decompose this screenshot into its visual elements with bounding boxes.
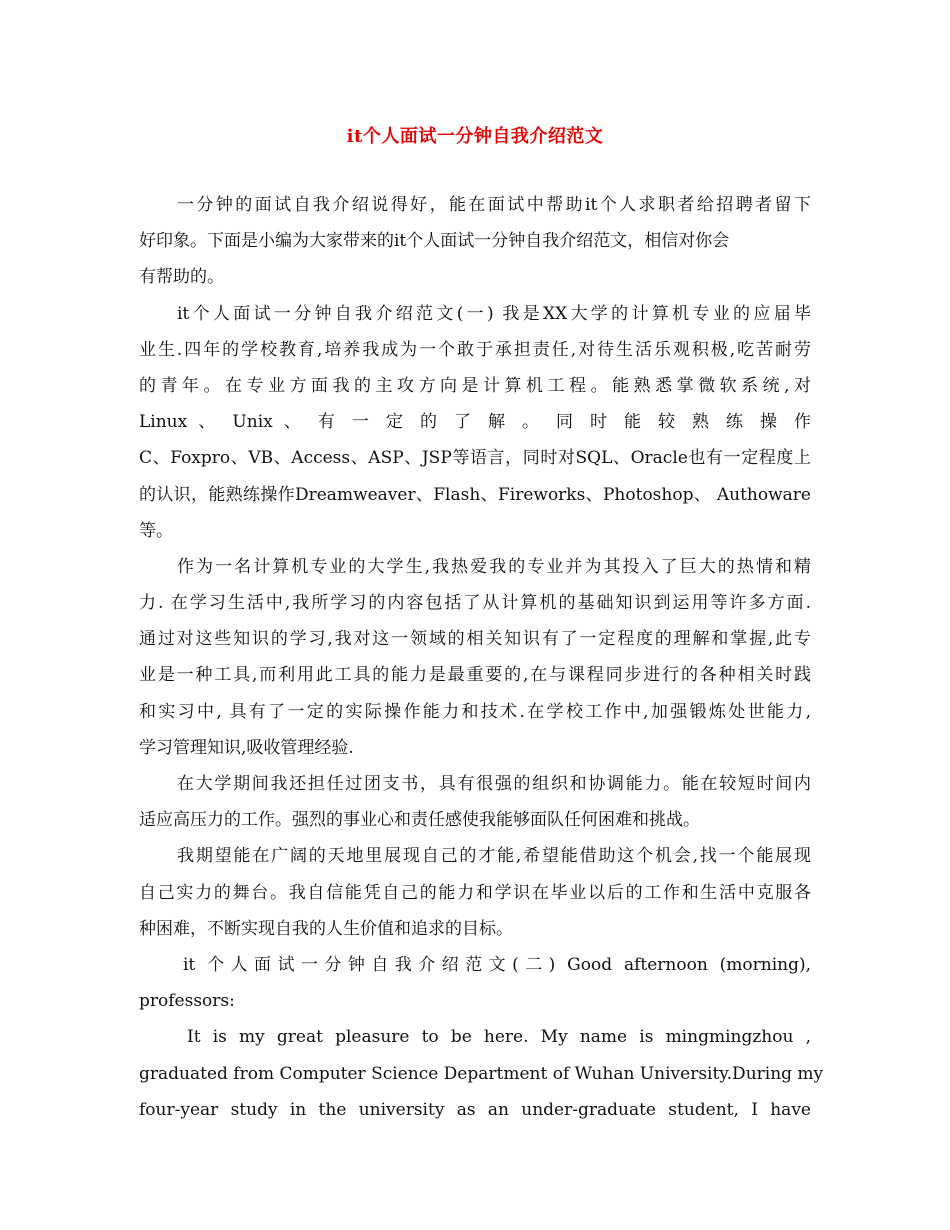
text-line: it个人面试一分钟自我介绍范文(一) 我是XX大学的计算机专业的应届毕: [177, 303, 811, 324]
text-line: 业是一种工具,而利用此工具的能力是最重要的,在与课程同步进行的各种相关时践: [139, 665, 811, 686]
text-line: 我期望能在广阔的天地里展现自己的才能,希望能借助这个机会,找一个能展现: [177, 846, 811, 867]
text-line: Linux 、 Unix 、 有 一 定 的 了 解 。 同 时 能 较 熟 练 操 作: [139, 412, 811, 433]
document-body: [139, 187, 824, 1128]
text-line: 和实习中, 具有了一定的实际操作能力和技术.在学校工作中,加强锻炼处世能力,: [139, 701, 811, 722]
text-line: 自己实力的舞台。我自信能凭自己的能力和学识在毕业以后的工作和生活中克服各: [139, 882, 811, 903]
text-line: 有帮助的。: [139, 267, 224, 288]
text-line: 力. 在学习生活中,我所学习的内容包括了从计算机的基础知识到运用等许多方面.: [139, 593, 811, 614]
text-line: 的青年。在专业方面我的主攻方向是计算机工程。能熟悉掌微软系统,对: [139, 375, 811, 396]
text-line: 在大学期间我还担任过团支书，具有很强的组织和协调能力。能在较短时间内: [177, 774, 811, 794]
text-line: professors:: [139, 991, 235, 1012]
text-line: 业生.四年的学校教育,培养我成为一个敢于承担责任,对待生活乐观积极,吃苦耐劳: [139, 339, 811, 360]
text-line: graduated from Computer Science Department of Wuhan University.During my: [139, 1063, 824, 1084]
text-line: 学习管理知识,吸收管理经验.: [139, 737, 354, 758]
text-line: 适应高压力的工作。强烈的事业心和责任感使我能够面队任何困难和挑战。: [139, 810, 700, 831]
text-line: 好印象。下面是小编为大家带来的it个人面试一分钟自我介绍范文，相信对你会: [139, 231, 730, 252]
text-line: It is my great pleasure to be here. My name is mingmingzhou ,: [187, 1027, 811, 1048]
text-line: 作为一名计算机专业的大学生,我热爱我的专业并为其投入了巨大的热情和精: [177, 556, 811, 577]
text-line: 种困难，不断实现自我的人生价值和追求的目标。: [139, 918, 513, 939]
text-line: 等。: [139, 520, 173, 541]
text-line: it 个人面试一分钟自我介绍范文(二) Good afternoon (morning),: [183, 954, 811, 975]
text-line: 一分钟的面试自我介绍说得好，能在面试中帮助it个人求职者给招聘者留下: [177, 195, 811, 215]
text-line: 通过对这些知识的学习,我对这一领域的相关知识有了一定程度的理解和掌握,此专: [139, 629, 811, 650]
text-line: C、Foxpro、VB、Access、ASP、JSP等语言，同时对SQL、Oracle也有一定程度上: [139, 448, 811, 469]
text-line: four-year study in the university as an under-graduate student, I have: [139, 1099, 811, 1120]
document-title: it个人面试一分钟自我介绍范文: [346, 126, 604, 147]
text-line: 的认识，能熟练操作Dreamweaver、Flash、Fireworks、Photoshop、 Authoware: [139, 484, 811, 505]
